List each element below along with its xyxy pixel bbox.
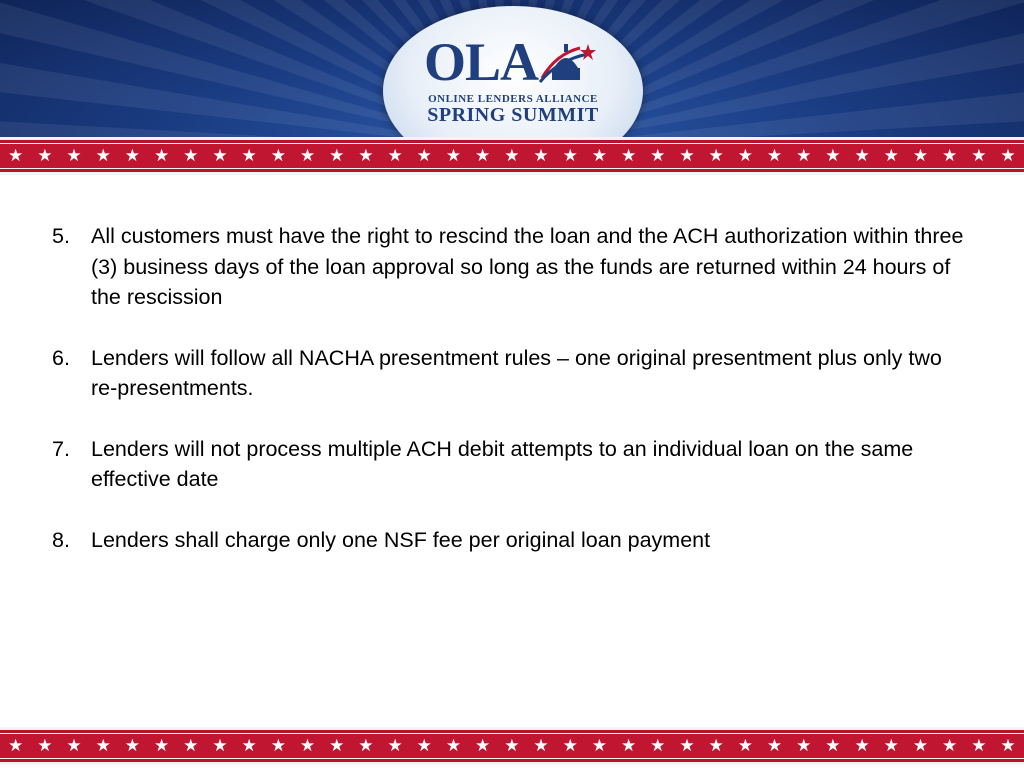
star-icon: ★: [971, 146, 987, 165]
star-icon: ★: [358, 146, 374, 165]
star-icon: ★: [971, 736, 987, 755]
star-icon: ★: [95, 146, 111, 165]
star-icon: ★: [533, 146, 549, 165]
list-item-text: Lenders will follow all NACHA presentment rules – one original presentment plus only two re-presentments.: [91, 345, 942, 400]
star-icon: ★: [445, 146, 462, 165]
list-item-number: 5.: [52, 224, 70, 248]
star-icon: ★: [124, 146, 140, 165]
star-icon: ★: [445, 736, 462, 755]
star-icon: ★: [504, 146, 520, 165]
list-item-number: 7.: [52, 436, 70, 461]
star-icon: ★: [912, 146, 929, 165]
star-icon: ★: [183, 146, 199, 165]
list-item: [52, 434, 972, 495]
star-icon: ★: [241, 736, 257, 755]
star-icon: ★: [883, 736, 899, 755]
star-icon: ★: [504, 736, 520, 755]
star-icon: ★: [737, 146, 753, 165]
star-icon: ★: [416, 736, 432, 755]
list-item-text: Lenders shall charge only one NSF fee per original loan payment: [91, 527, 711, 552]
star-icon: ★: [212, 736, 228, 755]
top-star-border: [0, 137, 1024, 175]
list-item-number: 6.: [52, 345, 70, 370]
star-icon: ★: [620, 736, 637, 755]
star-icon: ★: [8, 736, 24, 755]
star-icon: ★: [475, 146, 491, 165]
star-icon: ★: [708, 146, 724, 165]
star-icon: ★: [766, 146, 783, 165]
list-item: [52, 525, 972, 556]
star-icon: ★: [650, 146, 666, 165]
list-item-text: All customers must have the right to rescind the loan and the ACH authorization within three (3) business days of the loan approval so long as the funds are returned within 24 hours of the rescission: [91, 224, 964, 309]
star-icon: ★: [796, 736, 812, 755]
star-icon: ★: [1000, 146, 1016, 165]
star-icon: ★: [942, 146, 958, 165]
star-icon: ★: [883, 146, 899, 165]
star-icon: ★: [591, 736, 607, 755]
star-icon: [580, 44, 596, 60]
logo-event-title: SPRING SUMMIT: [427, 104, 599, 126]
star-icon: ★: [37, 146, 53, 165]
list-item-number: 8.: [52, 527, 70, 552]
star-icon: ★: [912, 736, 929, 755]
star-icon: ★: [533, 736, 549, 755]
star-icon: ★: [358, 736, 374, 755]
star-icon: ★: [620, 146, 637, 165]
star-icon: ★: [1000, 736, 1016, 755]
star-icon: ★: [153, 146, 170, 165]
slide-content: [52, 221, 972, 585]
star-icon: ★: [825, 146, 841, 165]
star-icon: ★: [329, 736, 345, 755]
star-icon: ★: [416, 146, 432, 165]
star-icon: ★: [854, 736, 870, 755]
star-icon: ★: [299, 146, 316, 165]
star-icon: ★: [942, 736, 958, 755]
star-icon: ★: [241, 146, 257, 165]
star-icon: ★: [153, 736, 170, 755]
star-icon: ★: [825, 736, 841, 755]
star-icon: ★: [299, 736, 316, 755]
star-icon: ★: [387, 736, 403, 755]
star-icon: ★: [270, 146, 286, 165]
star-icon: ★: [737, 736, 753, 755]
star-icon: ★: [270, 736, 286, 755]
star-icon: ★: [766, 736, 783, 755]
header-banner: [0, 0, 1024, 140]
list-item: [52, 221, 972, 313]
star-row: [0, 144, 1024, 168]
star-icon: ★: [8, 146, 24, 165]
star-icon: ★: [562, 146, 578, 165]
star-icon: ★: [591, 146, 607, 165]
bottom-star-border: [0, 727, 1024, 765]
star-icon: ★: [562, 736, 578, 755]
list-item-text: Lenders will not process multiple ACH debit attempts to an individual loan on the same effective date: [91, 436, 914, 491]
star-icon: ★: [66, 146, 82, 165]
star-icon: ★: [37, 736, 53, 755]
capitol-dome-icon: [536, 32, 598, 88]
star-icon: ★: [95, 736, 111, 755]
logo-tagline: ONLINE LENDERS ALLIANCE: [428, 93, 598, 105]
star-icon: ★: [854, 146, 870, 165]
list-item: [52, 343, 972, 404]
star-icon: ★: [66, 736, 82, 755]
star-icon: ★: [124, 736, 140, 755]
star-icon: ★: [708, 736, 724, 755]
star-row: [0, 734, 1024, 758]
star-icon: ★: [212, 146, 228, 165]
star-icon: ★: [679, 736, 695, 755]
star-icon: ★: [387, 146, 403, 165]
star-icon: ★: [183, 736, 199, 755]
star-icon: ★: [329, 146, 345, 165]
logo-wordmark: OLA: [424, 32, 539, 92]
star-icon: ★: [679, 146, 695, 165]
star-icon: ★: [475, 736, 491, 755]
star-icon: ★: [650, 736, 666, 755]
star-icon: ★: [796, 146, 812, 165]
